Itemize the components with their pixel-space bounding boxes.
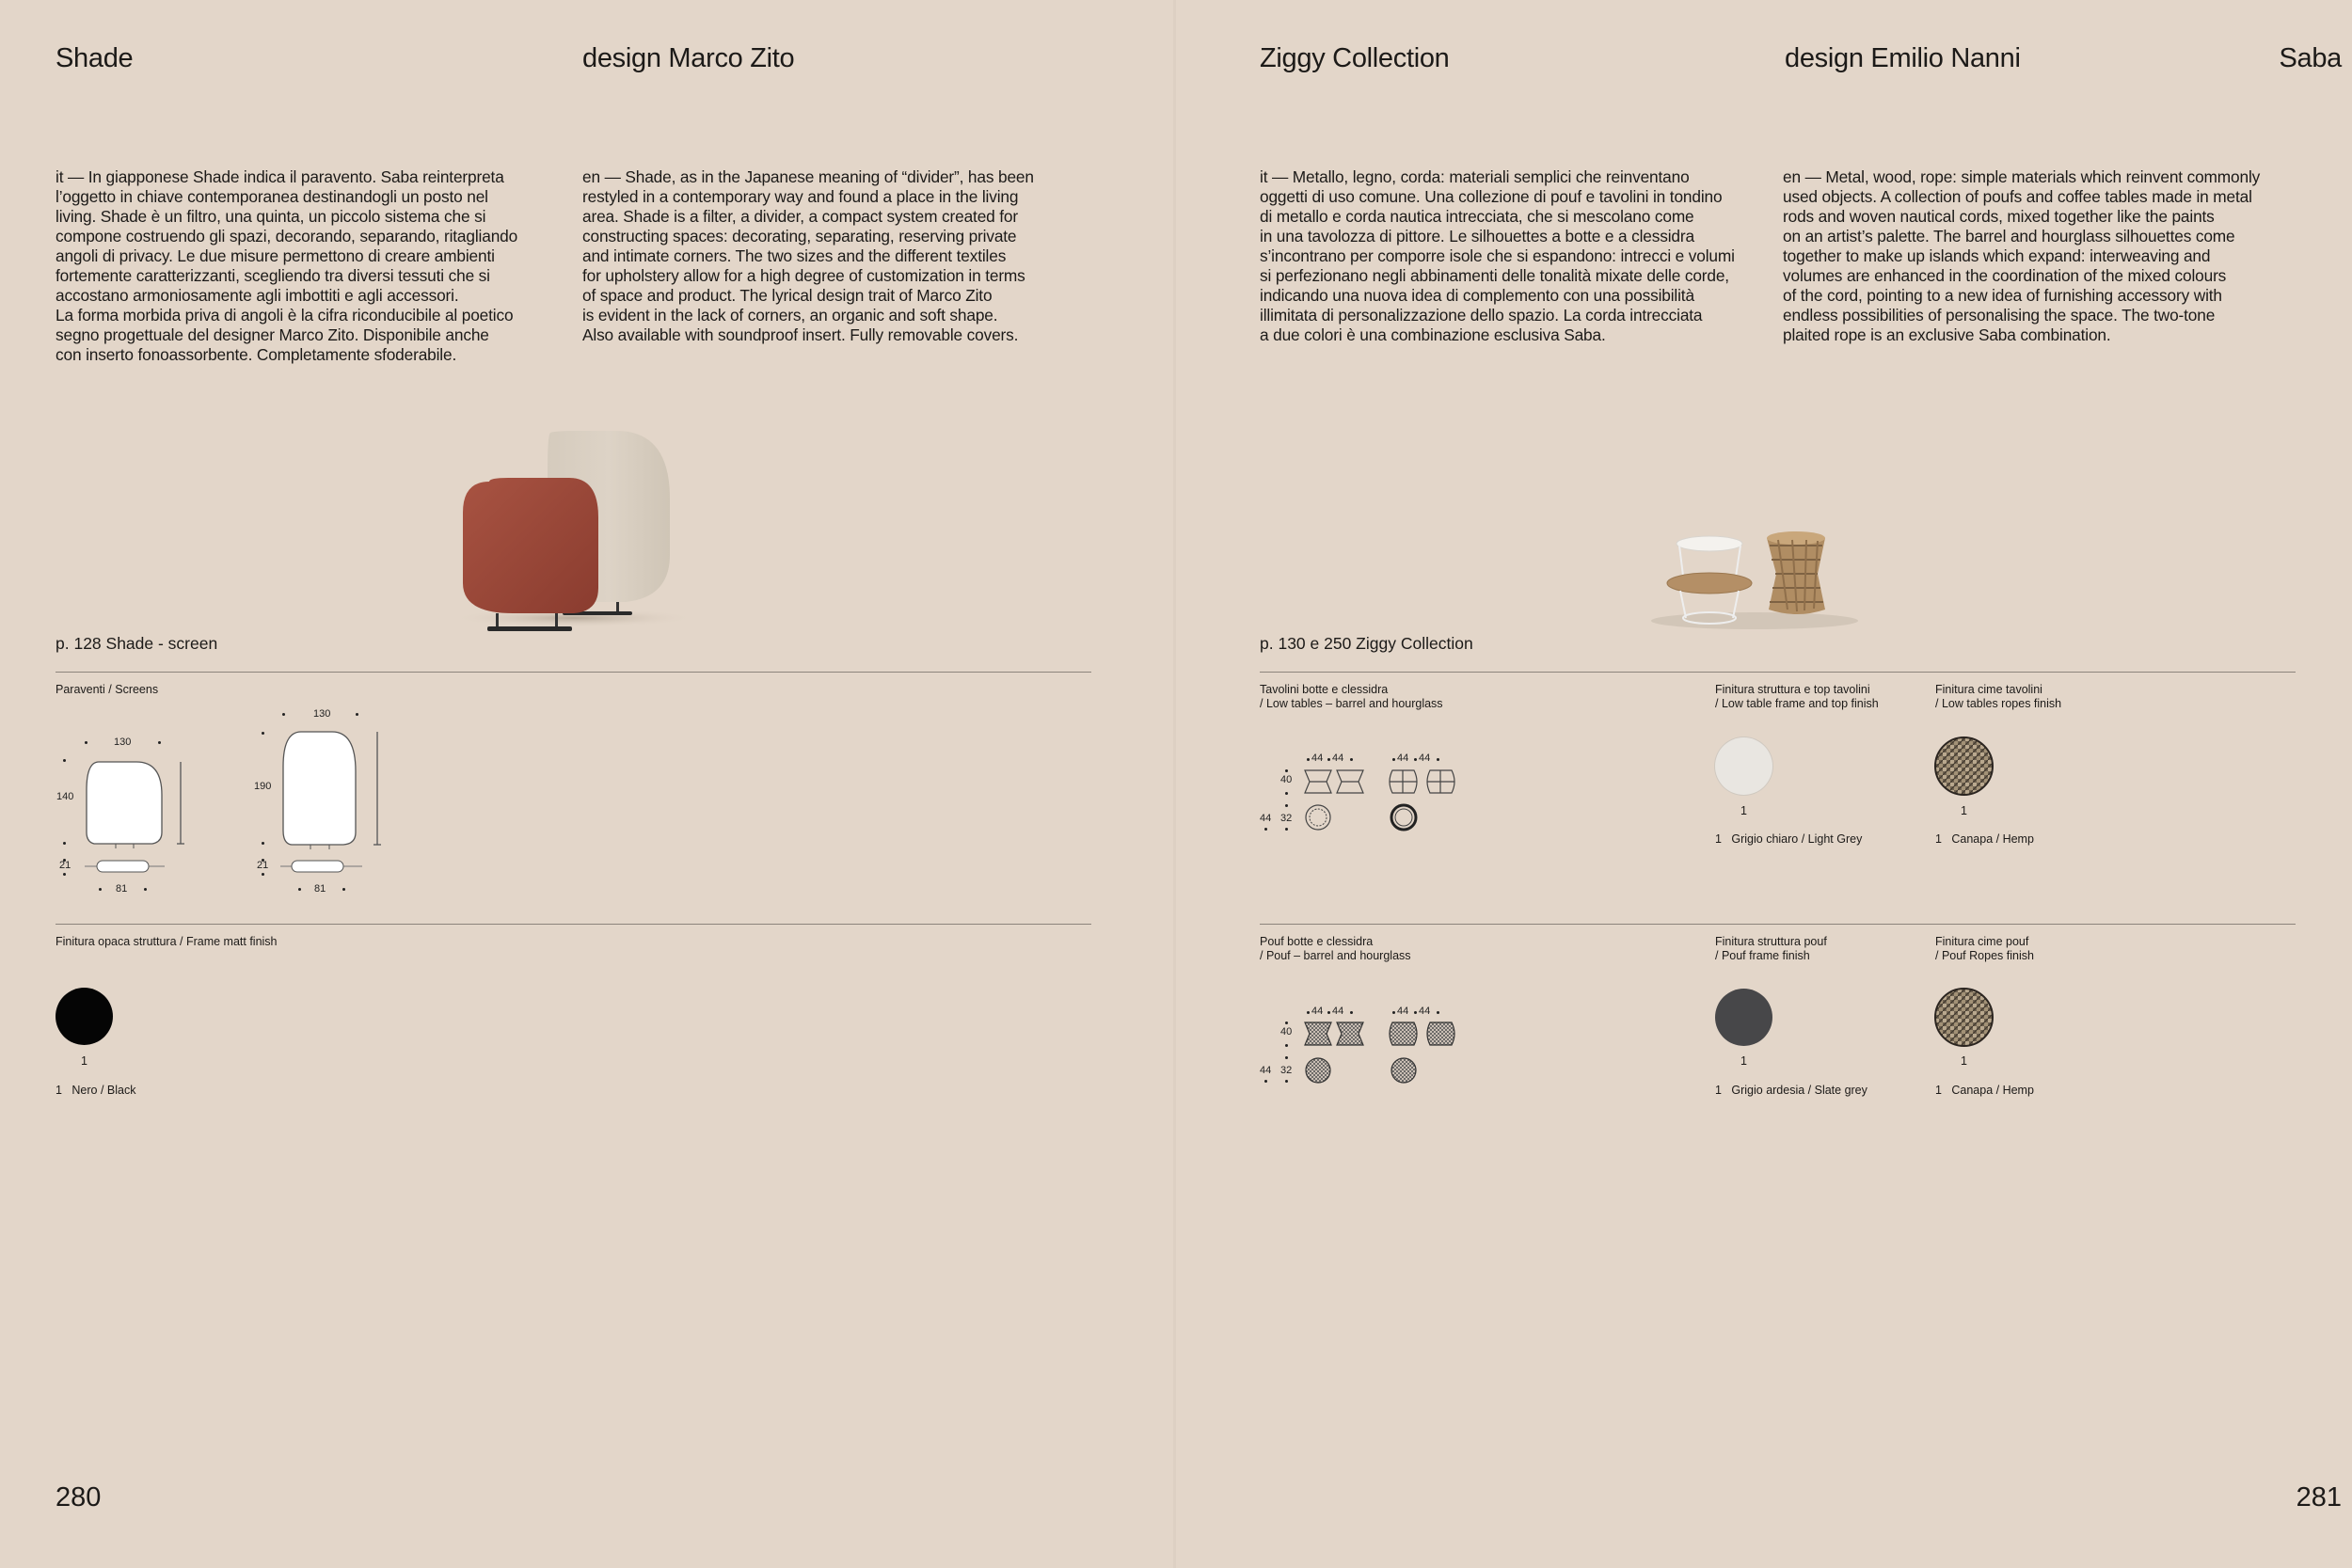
swatch-number: 1 <box>1740 804 1747 817</box>
right-page <box>1176 0 2352 1568</box>
swatch-label: 1 Nero / Black <box>56 1084 136 1097</box>
dim-width: 44 <box>1311 1006 1324 1017</box>
swatch-label: 1 Canapa / Hemp <box>1935 832 2034 846</box>
description-english: en — Shade, as in the Japanese meaning of “divider”, has been restyled in a contemporary way and found a place in the living area. Shade is a filter, a divider, a compact system created for constructing spaces: decorating, separating, reserving private and intimate corners. The two sizes and the different textiles for upholstery allow for a high degree of customization in terms of space and product. The lyrical design trait of Marco Zito is evident in the lack of corners, an organic and soft shape. Also available with soundproof insert. Fully removable covers. <box>582 167 1034 344</box>
dim-depth: 21 <box>257 860 269 871</box>
dim-width: 44 <box>1419 752 1431 764</box>
swatch-number: 1 <box>1961 1054 1967 1068</box>
table-frame-finish-label: Finitura struttura e top tavolini / Low table frame and top finish <box>1715 683 1879 710</box>
dim-width: 130 <box>313 708 331 720</box>
product-title: Shade <box>56 43 134 73</box>
swatch-number: 1 <box>1961 804 1967 817</box>
dim-base: 81 <box>116 883 128 895</box>
divider <box>1260 924 2296 925</box>
dim-height: 40 <box>1280 774 1293 785</box>
dim-width: 44 <box>1419 1006 1431 1017</box>
dim-diameter: 32 <box>1280 1065 1293 1076</box>
screens-section-label: Paraventi / Screens <box>56 683 159 696</box>
ziggy-collection-photo <box>1637 517 1882 640</box>
dim-width: 44 <box>1311 752 1324 764</box>
screen-large-outline <box>278 729 400 879</box>
dim-diameter: 44 <box>1260 813 1272 824</box>
hemp-rope-swatch <box>1935 737 1993 795</box>
dim-diameter: 44 <box>1260 1065 1272 1076</box>
dim-width: 44 <box>1397 1006 1409 1017</box>
image-caption: p. 130 e 250 Ziggy Collection <box>1260 634 1473 653</box>
swatch-number: 1 <box>1740 1054 1747 1068</box>
table-rope-finish-label: Finitura cime tavolini / Low tables ropes finish <box>1935 683 2062 710</box>
shade-screen-photo <box>414 414 696 640</box>
black-finish-swatch <box>56 988 113 1045</box>
designer-credit: design Marco Zito <box>582 43 795 73</box>
dim-diameter: 32 <box>1280 813 1293 824</box>
description-italian: it — Metallo, legno, corda: materiali semplici che reinventano oggetti di uso comune. Una collezione di pouf e tavolini in tondino di metallo e corda nautica intrecciata, che si mescolano come in una tavolozza di pittore. Le silhouettes a botte e a clessidra s’incontrano per comporre isole che si espandono: intrecci e volumi si perfezionano negli abbinamenti delle tonalità mixate delle corde, indicando una nuova idea di complemento con una possibilità illimitata di personalizzazione dello spazio. La corda intrecciata a due colori è una combinazione esclusiva Saba. <box>1260 167 1735 344</box>
hemp-rope-swatch <box>1935 989 1993 1046</box>
divider <box>1260 672 2296 673</box>
dim-height: 140 <box>56 791 74 802</box>
dim-height: 190 <box>254 781 272 792</box>
swatch-label: 1 Grigio ardesia / Slate grey <box>1715 1084 1867 1097</box>
dim-height: 40 <box>1280 1026 1293 1037</box>
swatch-label: 1 Canapa / Hemp <box>1935 1084 2034 1097</box>
swatch-label: 1 Grigio chiaro / Light Grey <box>1715 832 1863 846</box>
designer-credit: design Emilio Nanni <box>1785 43 2021 73</box>
brand-name: Saba <box>2279 43 2342 73</box>
pouf-outline <box>1303 1019 1454 1094</box>
dim-width: 44 <box>1397 752 1409 764</box>
description-english: en — Metal, wood, rope: simple materials which reinvent commonly used objects. A collection of poufs and coffee tables made in metal rods and woven nautical cords, mixed together like the paints on an artist’s palette. The barrel and hourglass silhouettes come together to make up islands which expand: interweaving and volumes are enhanced in the coordination of the mixed colours of the cord, pointing to a new idea of furnishing accessory with endless possibilities of personalising the space. The two-tone plaited rope is an exclusive Saba combination. <box>1783 167 2261 344</box>
page-number: 280 <box>56 1482 102 1513</box>
pouf-rope-finish-label: Finitura cime pouf / Pouf Ropes finish <box>1935 935 2034 962</box>
dim-depth: 21 <box>59 860 72 871</box>
divider <box>56 672 1091 673</box>
dim-width: 44 <box>1332 1006 1344 1017</box>
dim-width: 44 <box>1332 752 1344 764</box>
description-italian: it — In giapponese Shade indica il paravento. Saba reinterpreta l’oggetto in chiave contemporanea destinandogli un posto nel living. Shade è un filtro, una quinta, un piccolo sistema che si compone costruendo gli spazi, decorando, separando, ritagliando angoli di privacy. Le due misure permettono di creare ambienti fortemente caratterizzanti, scegliendo tra diversi tessuti che si accostano armoniosamente agli imbottiti e agli accessori. La forma morbida priva di angoli è la cifra riconducibile al poetico segno progettuale del designer Marco Zito. Disponibile anche con inserto fonoassorbente. Completamente sfoderabile. <box>56 167 518 364</box>
dim-width: 130 <box>114 736 132 748</box>
pouf-label: Pouf botte e clessidra / Pouf – barrel and hourglass <box>1260 935 1411 962</box>
light-grey-swatch <box>1715 737 1772 795</box>
slate-grey-swatch <box>1715 989 1772 1046</box>
left-page <box>0 0 1174 1568</box>
screen-small-outline <box>80 757 202 875</box>
page-number: 281 <box>2296 1482 2342 1513</box>
pouf-frame-finish-label: Finitura struttura pouf / Pouf frame finish <box>1715 935 1827 962</box>
low-tables-label: Tavolini botte e clessidra / Low tables – barrel and hourglass <box>1260 683 1443 710</box>
frame-finish-label: Finitura opaca struttura / Frame matt finish <box>56 935 278 948</box>
dim-base: 81 <box>314 883 326 895</box>
low-tables-outline <box>1303 767 1454 842</box>
product-title: Ziggy Collection <box>1260 43 1450 73</box>
image-caption: p. 128 Shade - screen <box>56 634 218 653</box>
swatch-number: 1 <box>81 1054 87 1068</box>
divider <box>56 924 1091 925</box>
